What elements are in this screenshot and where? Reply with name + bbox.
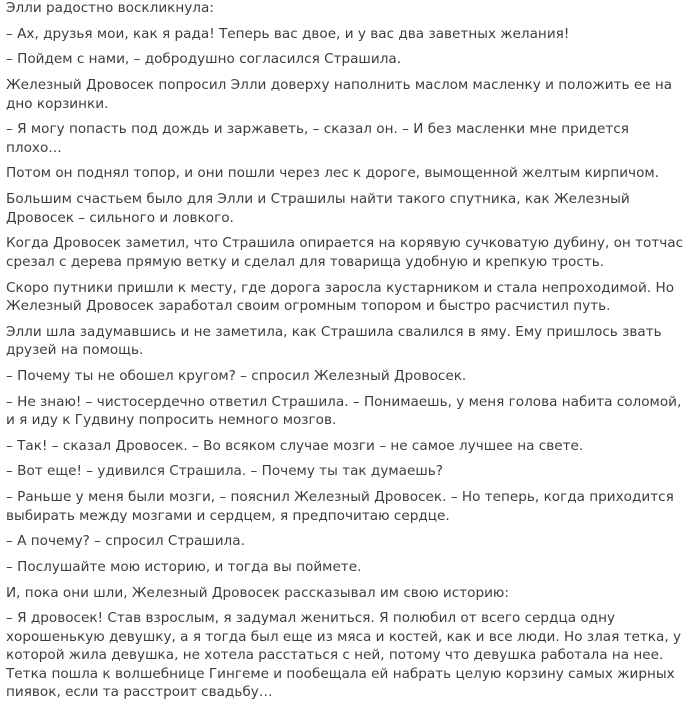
paragraph: – А почему? – спросил Страшила. — [6, 533, 245, 550]
paragraph: И, пока они шли, Железный Дровосек рассказывал им свою историю: — [6, 584, 509, 601]
paragraph: – Так! – сказал Дровосек. – Во всяком случае мозги – не самое лучшее на свете. — [6, 437, 584, 454]
paragraph: Скоро путники пришли к месту, где дорога заросла кустарником и стала непроходимой. Но Железный Дровосек заработал своим огромным топором и быстро расчистил путь. — [6, 279, 675, 314]
paragraph: – Почему ты не обошел кругом? – спросил Железный Дровосек. — [6, 367, 467, 384]
paragraph: – Послушайте мою историю, и тогда вы поймете. — [6, 559, 362, 575]
story-text — [6, 0, 684, 709]
paragraph: – Пойдем с нами, – добродушно согласился Страшила. — [6, 51, 402, 68]
paragraph: – Ах, друзья мои, как я рада! Теперь вас двое, и у вас два заветных желания! — [6, 25, 570, 42]
paragraph: – Я могу попасть под дождь и заржаветь, – сказал он. – И без масленки мне придется плохо… — [6, 121, 629, 156]
paragraph: Элли шла задумавшись и не заметила, как Страшила свалился в яму. Ему пришлось звать друзей на помощь. — [6, 323, 662, 359]
paragraph: – Раньше у меня были мозги, – пояснил Железный Дровосек. – Но теперь, когда приходится выбирать между мозгами и сердцем, я предпочитаю сердце. — [6, 489, 674, 524]
paragraph: – Вот еще! – удивился Страшила. – Почему ты так думаешь? — [6, 463, 443, 480]
paragraph: – Не знаю! – чистосердечно ответил Страшила. – Понимаешь, у меня голова набита соломой, и я иду к Гудвину попросить немного мозгов. — [6, 393, 682, 429]
paragraph: Железный Дровосек попросил Элли доверху наполнить маслом масленку и положить ее на дно корзинки. — [6, 77, 673, 112]
paragraph: Элли радостно воскликнула: — [6, 0, 214, 16]
paragraph: – Я дровосек! Став взрослым, я задумал жениться. Я полюбил от всего сердца одну хорошенькую девушку, а я тогда был еще из мяса и костей, как и все люди. Но злая тетка, у которой жила девушка, не хотела расстаться с ней, потому что девушка работала на нее. Тетка пошла к волшебнице Гингеме и пообещала ей набрать целую корзину самых жирных пиявок, если та расстроит свадьбу… — [6, 610, 682, 701]
paragraph: Большим счастьем было для Элли и Страшилы найти такого спутника, как Железный Дровосек – сильного и ловкого. — [6, 191, 630, 226]
paragraph: Когда Дровосек заметил, что Страшила опирается на корявую сучковатую дубину, он тотчас срезал с дерева прямую ветку и сделал для товарища удобную и крепкую трость. — [6, 235, 684, 270]
paragraph: Потом он поднял топор, и они пошли через лес к дороге, вымощенной желтым кирпичом. — [6, 165, 659, 182]
